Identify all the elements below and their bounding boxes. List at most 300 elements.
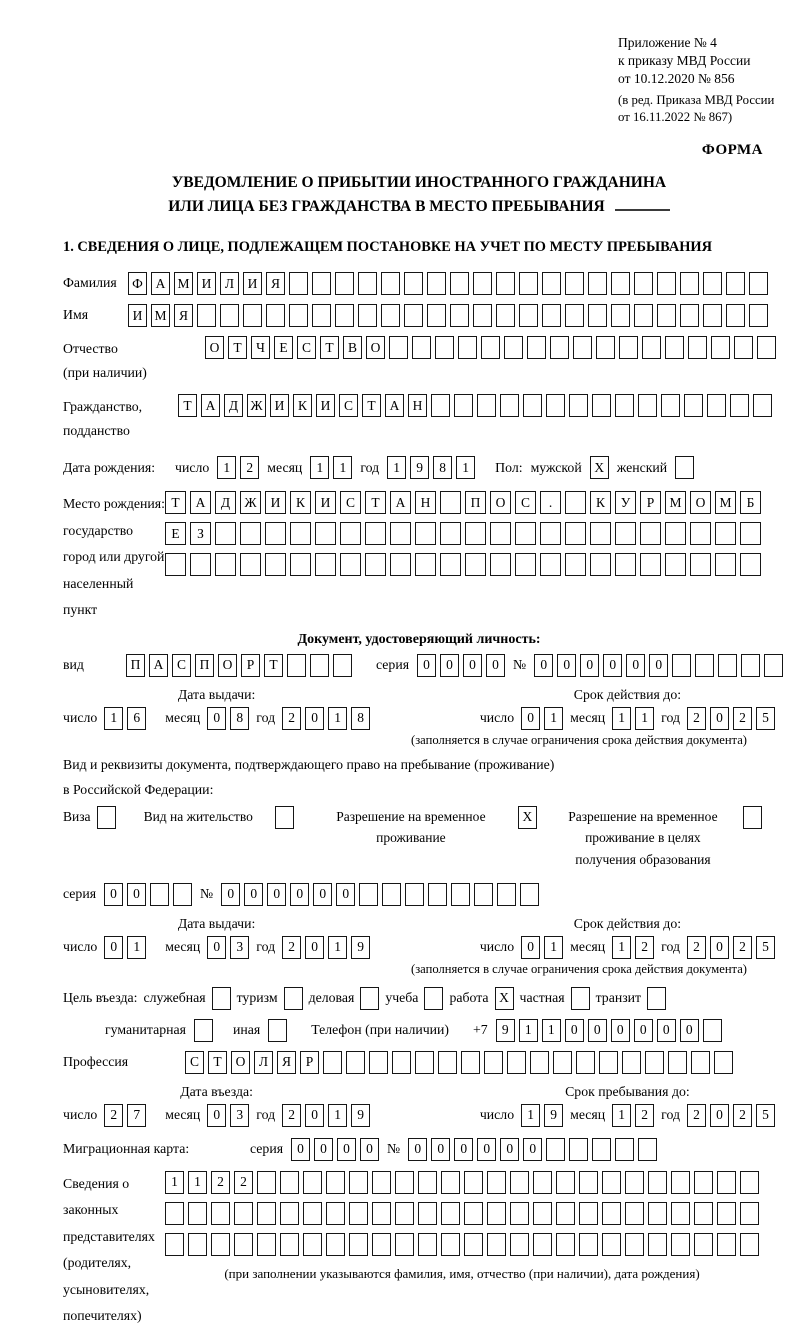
citizenship-cell[interactable]: Н — [408, 394, 427, 417]
firstname-cell[interactable] — [335, 304, 354, 327]
birth-place-cell[interactable]: Н — [415, 491, 436, 514]
residence-series-cell[interactable] — [173, 883, 192, 906]
identity-doc-number-cell[interactable]: 0 — [534, 654, 553, 677]
citizenship-cell[interactable] — [730, 394, 749, 417]
representative-cell[interactable] — [372, 1171, 391, 1194]
surname-cell[interactable]: Я — [266, 272, 285, 295]
representative-cell[interactable] — [257, 1171, 276, 1194]
identity-expiry-day-cell[interactable]: 0 — [521, 707, 540, 730]
representative-cell[interactable] — [694, 1171, 713, 1194]
representative-cell[interactable] — [395, 1171, 414, 1194]
migration-number-cell[interactable] — [615, 1138, 634, 1161]
birth-place-cell[interactable] — [565, 491, 586, 514]
birth-month-cell[interactable]: 1 — [333, 456, 352, 479]
representative-cell[interactable] — [211, 1202, 230, 1225]
stay-day-cell[interactable]: 9 — [544, 1104, 563, 1127]
birth-place-cell[interactable]: У — [615, 491, 636, 514]
birth-place-cell[interactable] — [440, 491, 461, 514]
identity-doc-number-cell[interactable]: 0 — [580, 654, 599, 677]
birth-place-cell[interactable] — [240, 553, 261, 576]
representative-cell[interactable] — [740, 1171, 759, 1194]
birth-place-cell[interactable] — [215, 553, 236, 576]
surname-cell[interactable] — [312, 272, 331, 295]
profession-cell[interactable] — [714, 1051, 733, 1074]
identity-expiry-month-cell[interactable]: 1 — [612, 707, 631, 730]
birth-place-cell[interactable] — [340, 553, 361, 576]
representative-cell[interactable] — [165, 1202, 184, 1225]
profession-cell[interactable] — [392, 1051, 411, 1074]
firstname-cell[interactable] — [680, 304, 699, 327]
entry-year-cell[interactable]: 2 — [282, 1104, 301, 1127]
migration-number-cell[interactable]: 0 — [477, 1138, 496, 1161]
representative-cell[interactable] — [533, 1233, 552, 1256]
birth-year-cell[interactable]: 1 — [456, 456, 475, 479]
patronymic-cell[interactable]: О — [205, 336, 224, 359]
representative-cell[interactable] — [326, 1202, 345, 1225]
migration-number-cell[interactable]: 0 — [454, 1138, 473, 1161]
representative-cell[interactable] — [694, 1233, 713, 1256]
phone-cell[interactable]: 0 — [588, 1019, 607, 1042]
residence-number-cell[interactable]: 0 — [290, 883, 309, 906]
representative-cell[interactable] — [717, 1202, 736, 1225]
firstname-cell[interactable] — [496, 304, 515, 327]
surname-cell[interactable] — [496, 272, 515, 295]
identity-doc-number-cell[interactable] — [764, 654, 783, 677]
profession-cell[interactable]: Л — [254, 1051, 273, 1074]
profession-cell[interactable] — [461, 1051, 480, 1074]
citizenship-cell[interactable] — [454, 394, 473, 417]
identity-doc-kind-cell[interactable]: Р — [241, 654, 260, 677]
representative-cell[interactable] — [694, 1202, 713, 1225]
representative-cell[interactable] — [533, 1202, 552, 1225]
citizenship-cell[interactable]: И — [316, 394, 335, 417]
firstname-cell[interactable] — [312, 304, 331, 327]
birth-place-cell[interactable] — [640, 553, 661, 576]
birth-place-cell[interactable] — [615, 522, 636, 545]
birth-place-cell[interactable] — [440, 522, 461, 545]
citizenship-cell[interactable] — [638, 394, 657, 417]
residence-number-cell[interactable]: 0 — [267, 883, 286, 906]
residence-number-cell[interactable] — [451, 883, 470, 906]
temp-residence-checkbox[interactable]: X — [518, 806, 537, 829]
residence-number-cell[interactable]: 0 — [313, 883, 332, 906]
birth-place-cell[interactable] — [415, 553, 436, 576]
patronymic-cell[interactable] — [481, 336, 500, 359]
birth-place-cell[interactable] — [515, 522, 536, 545]
profession-cell[interactable] — [438, 1051, 457, 1074]
birth-place-cell[interactable] — [215, 522, 236, 545]
surname-cell[interactable]: Ф — [128, 272, 147, 295]
patronymic-cell[interactable] — [527, 336, 546, 359]
patronymic-cell[interactable] — [711, 336, 730, 359]
representative-cell[interactable] — [165, 1233, 184, 1256]
residence-series-cell[interactable]: 0 — [104, 883, 123, 906]
birth-place-cell[interactable]: С — [340, 491, 361, 514]
identity-expiry-year-cell[interactable]: 2 — [733, 707, 752, 730]
profession-cell[interactable]: Т — [208, 1051, 227, 1074]
representative-cell[interactable] — [464, 1202, 483, 1225]
birth-place-cell[interactable] — [490, 553, 511, 576]
purpose-transit-checkbox[interactable] — [647, 987, 666, 1010]
birth-place-cell[interactable]: К — [590, 491, 611, 514]
citizenship-cell[interactable] — [753, 394, 772, 417]
citizenship-cell[interactable] — [592, 394, 611, 417]
residence-series-cell[interactable]: 0 — [127, 883, 146, 906]
representative-cell[interactable] — [418, 1233, 437, 1256]
identity-doc-number-cell[interactable] — [695, 654, 714, 677]
birth-place-cell[interactable]: И — [265, 491, 286, 514]
birth-month-cell[interactable]: 1 — [310, 456, 329, 479]
migration-number-cell[interactable]: 0 — [408, 1138, 427, 1161]
birth-place-cell[interactable] — [715, 553, 736, 576]
citizenship-cell[interactable]: Ж — [247, 394, 266, 417]
birth-year-cell[interactable]: 8 — [433, 456, 452, 479]
representative-cell[interactable] — [648, 1202, 667, 1225]
surname-cell[interactable] — [634, 272, 653, 295]
patronymic-cell[interactable] — [435, 336, 454, 359]
purpose-humanitarian-checkbox[interactable] — [194, 1019, 213, 1042]
patronymic-cell[interactable]: В — [343, 336, 362, 359]
birth-place-cell[interactable] — [290, 522, 311, 545]
surname-cell[interactable] — [381, 272, 400, 295]
birth-place-cell[interactable] — [315, 522, 336, 545]
residence-expiry-year-cell[interactable]: 2 — [733, 936, 752, 959]
stay-month-cell[interactable]: 2 — [635, 1104, 654, 1127]
firstname-cell[interactable] — [542, 304, 561, 327]
migration-series-cell[interactable]: 0 — [360, 1138, 379, 1161]
sex-female-checkbox[interactable] — [675, 456, 694, 479]
identity-issue-day-cell[interactable]: 1 — [104, 707, 123, 730]
representative-cell[interactable] — [441, 1233, 460, 1256]
identity-issue-month-cell[interactable]: 0 — [207, 707, 226, 730]
firstname-cell[interactable] — [381, 304, 400, 327]
birth-place-cell[interactable] — [365, 522, 386, 545]
birth-place-cell[interactable] — [515, 553, 536, 576]
representative-cell[interactable] — [579, 1171, 598, 1194]
residence-issue-year-cell[interactable]: 9 — [351, 936, 370, 959]
representative-cell[interactable] — [579, 1233, 598, 1256]
patronymic-cell[interactable]: Е — [274, 336, 293, 359]
residence-number-cell[interactable] — [382, 883, 401, 906]
representative-cell[interactable] — [372, 1233, 391, 1256]
representative-cell[interactable] — [671, 1171, 690, 1194]
surname-cell[interactable] — [680, 272, 699, 295]
representative-cell[interactable] — [441, 1202, 460, 1225]
birth-place-cell[interactable]: Т — [165, 491, 186, 514]
birth-place-cell[interactable] — [390, 522, 411, 545]
identity-doc-number-cell[interactable] — [672, 654, 691, 677]
identity-issue-year-cell[interactable]: 0 — [305, 707, 324, 730]
representative-cell[interactable] — [487, 1171, 506, 1194]
residence-issue-year-cell[interactable]: 1 — [328, 936, 347, 959]
surname-cell[interactable] — [703, 272, 722, 295]
purpose-study-checkbox[interactable] — [424, 987, 443, 1010]
purpose-other-checkbox[interactable] — [268, 1019, 287, 1042]
surname-cell[interactable] — [657, 272, 676, 295]
birth-place-cell[interactable] — [265, 553, 286, 576]
patronymic-cell[interactable] — [458, 336, 477, 359]
profession-cell[interactable] — [369, 1051, 388, 1074]
surname-cell[interactable]: И — [197, 272, 216, 295]
representative-cell[interactable] — [303, 1233, 322, 1256]
residence-permit-checkbox[interactable] — [275, 806, 294, 829]
representative-cell[interactable] — [625, 1202, 644, 1225]
representative-cell[interactable] — [671, 1202, 690, 1225]
birth-place-cell[interactable]: П — [465, 491, 486, 514]
representative-cell[interactable] — [349, 1233, 368, 1256]
birth-place-cell[interactable] — [590, 522, 611, 545]
representative-cell[interactable] — [740, 1233, 759, 1256]
purpose-tourism-checkbox[interactable] — [284, 987, 303, 1010]
identity-doc-kind-cell[interactable]: С — [172, 654, 191, 677]
representative-cell[interactable] — [533, 1171, 552, 1194]
identity-issue-year-cell[interactable]: 1 — [328, 707, 347, 730]
birth-place-cell[interactable]: М — [715, 491, 736, 514]
citizenship-cell[interactable] — [546, 394, 565, 417]
firstname-cell[interactable] — [220, 304, 239, 327]
representative-cell[interactable] — [556, 1202, 575, 1225]
patronymic-cell[interactable] — [665, 336, 684, 359]
phone-cell[interactable]: 0 — [611, 1019, 630, 1042]
surname-cell[interactable] — [335, 272, 354, 295]
birth-place-cell[interactable] — [740, 522, 761, 545]
patronymic-cell[interactable] — [573, 336, 592, 359]
patronymic-cell[interactable] — [389, 336, 408, 359]
firstname-cell[interactable] — [749, 304, 768, 327]
profession-cell[interactable]: Р — [300, 1051, 319, 1074]
birth-place-cell[interactable]: Е — [165, 522, 186, 545]
firstname-cell[interactable] — [611, 304, 630, 327]
migration-series-cell[interactable]: 0 — [291, 1138, 310, 1161]
representative-cell[interactable] — [510, 1171, 529, 1194]
phone-cell[interactable]: 0 — [657, 1019, 676, 1042]
profession-cell[interactable] — [599, 1051, 618, 1074]
surname-cell[interactable] — [358, 272, 377, 295]
citizenship-cell[interactable] — [684, 394, 703, 417]
surname-cell[interactable] — [565, 272, 584, 295]
firstname-cell[interactable] — [588, 304, 607, 327]
representative-cell[interactable] — [395, 1233, 414, 1256]
stay-year-cell[interactable]: 0 — [710, 1104, 729, 1127]
identity-issue-year-cell[interactable]: 8 — [351, 707, 370, 730]
residence-expiry-month-cell[interactable]: 2 — [635, 936, 654, 959]
firstname-cell[interactable] — [565, 304, 584, 327]
representative-cell[interactable] — [372, 1202, 391, 1225]
representative-cell[interactable] — [234, 1202, 253, 1225]
citizenship-cell[interactable] — [615, 394, 634, 417]
birth-place-cell[interactable] — [465, 522, 486, 545]
phone-cell[interactable]: 1 — [519, 1019, 538, 1042]
residence-number-cell[interactable] — [520, 883, 539, 906]
citizenship-cell[interactable] — [569, 394, 588, 417]
birth-place-cell[interactable] — [640, 522, 661, 545]
representative-cell[interactable] — [602, 1171, 621, 1194]
representative-cell[interactable] — [211, 1233, 230, 1256]
birth-place-cell[interactable]: З — [190, 522, 211, 545]
surname-cell[interactable] — [450, 272, 469, 295]
representative-cell[interactable] — [257, 1233, 276, 1256]
firstname-cell[interactable] — [703, 304, 722, 327]
citizenship-cell[interactable]: Т — [178, 394, 197, 417]
birth-place-cell[interactable] — [715, 522, 736, 545]
identity-doc-kind-cell[interactable]: А — [149, 654, 168, 677]
firstname-cell[interactable] — [450, 304, 469, 327]
identity-doc-kind-cell[interactable]: Т — [264, 654, 283, 677]
identity-expiry-year-cell[interactable]: 2 — [687, 707, 706, 730]
entry-day-cell[interactable]: 7 — [127, 1104, 146, 1127]
residence-number-cell[interactable] — [405, 883, 424, 906]
representative-cell[interactable] — [303, 1171, 322, 1194]
firstname-cell[interactable]: М — [151, 304, 170, 327]
entry-month-cell[interactable]: 0 — [207, 1104, 226, 1127]
migration-number-cell[interactable]: 0 — [500, 1138, 519, 1161]
representative-cell[interactable] — [349, 1171, 368, 1194]
identity-doc-series-cell[interactable]: 0 — [463, 654, 482, 677]
citizenship-cell[interactable]: И — [270, 394, 289, 417]
migration-number-cell[interactable] — [569, 1138, 588, 1161]
citizenship-cell[interactable]: К — [293, 394, 312, 417]
identity-doc-number-cell[interactable]: 0 — [626, 654, 645, 677]
birth-place-cell[interactable] — [565, 553, 586, 576]
surname-cell[interactable]: И — [243, 272, 262, 295]
profession-cell[interactable] — [415, 1051, 434, 1074]
identity-expiry-year-cell[interactable]: 5 — [756, 707, 775, 730]
representative-cell[interactable] — [648, 1233, 667, 1256]
residence-expiry-year-cell[interactable]: 2 — [687, 936, 706, 959]
birth-day-cell[interactable]: 1 — [217, 456, 236, 479]
patronymic-cell[interactable] — [619, 336, 638, 359]
representative-cell[interactable]: 2 — [234, 1171, 253, 1194]
representative-cell[interactable] — [418, 1202, 437, 1225]
birth-place-cell[interactable] — [240, 522, 261, 545]
profession-cell[interactable] — [668, 1051, 687, 1074]
birth-place-cell[interactable] — [615, 553, 636, 576]
purpose-work-checkbox[interactable]: X — [495, 987, 514, 1010]
birth-place-cell[interactable]: Р — [640, 491, 661, 514]
representative-cell[interactable] — [280, 1233, 299, 1256]
profession-cell[interactable] — [622, 1051, 641, 1074]
profession-cell[interactable]: О — [231, 1051, 250, 1074]
identity-doc-series-cell[interactable]: 0 — [486, 654, 505, 677]
birth-day-cell[interactable]: 2 — [240, 456, 259, 479]
birth-place-cell[interactable] — [265, 522, 286, 545]
identity-doc-number-cell[interactable]: 0 — [603, 654, 622, 677]
birth-place-cell[interactable] — [665, 522, 686, 545]
representative-cell[interactable] — [395, 1202, 414, 1225]
surname-cell[interactable] — [404, 272, 423, 295]
firstname-cell[interactable]: Я — [174, 304, 193, 327]
entry-year-cell[interactable]: 9 — [351, 1104, 370, 1127]
firstname-cell[interactable] — [266, 304, 285, 327]
patronymic-cell[interactable]: О — [366, 336, 385, 359]
birth-place-cell[interactable] — [590, 553, 611, 576]
representative-cell[interactable]: 1 — [165, 1171, 184, 1194]
representative-cell[interactable] — [602, 1202, 621, 1225]
residence-issue-month-cell[interactable]: 0 — [207, 936, 226, 959]
residence-issue-year-cell[interactable]: 2 — [282, 936, 301, 959]
identity-doc-number-cell[interactable]: 0 — [557, 654, 576, 677]
representative-cell[interactable] — [188, 1202, 207, 1225]
phone-cell[interactable]: 0 — [680, 1019, 699, 1042]
profession-cell[interactable] — [553, 1051, 572, 1074]
birth-place-cell[interactable]: О — [490, 491, 511, 514]
profession-cell[interactable] — [530, 1051, 549, 1074]
migration-number-cell[interactable] — [546, 1138, 565, 1161]
representative-cell[interactable]: 2 — [211, 1171, 230, 1194]
birth-place-cell[interactable] — [190, 553, 211, 576]
birth-place-cell[interactable] — [440, 553, 461, 576]
entry-year-cell[interactable]: 1 — [328, 1104, 347, 1127]
birth-place-cell[interactable] — [565, 522, 586, 545]
birth-place-cell[interactable]: Т — [365, 491, 386, 514]
surname-cell[interactable] — [726, 272, 745, 295]
phone-cell[interactable]: 0 — [565, 1019, 584, 1042]
purpose-business-checkbox[interactable] — [360, 987, 379, 1010]
identity-expiry-month-cell[interactable]: 1 — [635, 707, 654, 730]
entry-day-cell[interactable]: 2 — [104, 1104, 123, 1127]
representative-cell[interactable] — [303, 1202, 322, 1225]
birth-place-cell[interactable] — [390, 553, 411, 576]
birth-place-cell[interactable] — [290, 553, 311, 576]
stay-year-cell[interactable]: 2 — [733, 1104, 752, 1127]
residence-expiry-day-cell[interactable]: 0 — [521, 936, 540, 959]
citizenship-cell[interactable] — [707, 394, 726, 417]
identity-expiry-day-cell[interactable]: 1 — [544, 707, 563, 730]
migration-series-cell[interactable]: 0 — [314, 1138, 333, 1161]
birth-year-cell[interactable]: 9 — [410, 456, 429, 479]
representative-cell[interactable]: 1 — [188, 1171, 207, 1194]
representative-cell[interactable] — [326, 1171, 345, 1194]
surname-cell[interactable]: М — [174, 272, 193, 295]
migration-number-cell[interactable] — [592, 1138, 611, 1161]
migration-series-cell[interactable]: 0 — [337, 1138, 356, 1161]
birth-place-cell[interactable]: И — [315, 491, 336, 514]
entry-year-cell[interactable]: 0 — [305, 1104, 324, 1127]
representative-cell[interactable] — [280, 1202, 299, 1225]
phone-cell[interactable]: 9 — [496, 1019, 515, 1042]
birth-place-cell[interactable] — [415, 522, 436, 545]
surname-cell[interactable] — [542, 272, 561, 295]
residence-expiry-year-cell[interactable]: 0 — [710, 936, 729, 959]
surname-cell[interactable] — [519, 272, 538, 295]
representative-cell[interactable] — [257, 1202, 276, 1225]
birth-place-cell[interactable]: Ж — [240, 491, 261, 514]
identity-expiry-year-cell[interactable]: 0 — [710, 707, 729, 730]
residence-number-cell[interactable] — [359, 883, 378, 906]
birth-place-cell[interactable] — [540, 522, 561, 545]
residence-issue-month-cell[interactable]: 3 — [230, 936, 249, 959]
sex-male-checkbox[interactable]: X — [590, 456, 609, 479]
profession-cell[interactable] — [346, 1051, 365, 1074]
identity-doc-kind-cell[interactable]: П — [195, 654, 214, 677]
representative-cell[interactable] — [740, 1202, 759, 1225]
firstname-cell[interactable] — [358, 304, 377, 327]
identity-doc-series-cell[interactable]: 0 — [440, 654, 459, 677]
identity-doc-number-cell[interactable] — [741, 654, 760, 677]
birth-place-cell[interactable] — [465, 553, 486, 576]
birth-place-cell[interactable] — [315, 553, 336, 576]
firstname-cell[interactable] — [427, 304, 446, 327]
birth-place-cell[interactable]: . — [540, 491, 561, 514]
representative-cell[interactable] — [234, 1233, 253, 1256]
identity-doc-kind-cell[interactable] — [287, 654, 306, 677]
residence-number-cell[interactable]: 0 — [336, 883, 355, 906]
patronymic-cell[interactable] — [688, 336, 707, 359]
profession-cell[interactable] — [484, 1051, 503, 1074]
firstname-cell[interactable] — [726, 304, 745, 327]
representative-cell[interactable] — [717, 1233, 736, 1256]
patronymic-cell[interactable] — [412, 336, 431, 359]
